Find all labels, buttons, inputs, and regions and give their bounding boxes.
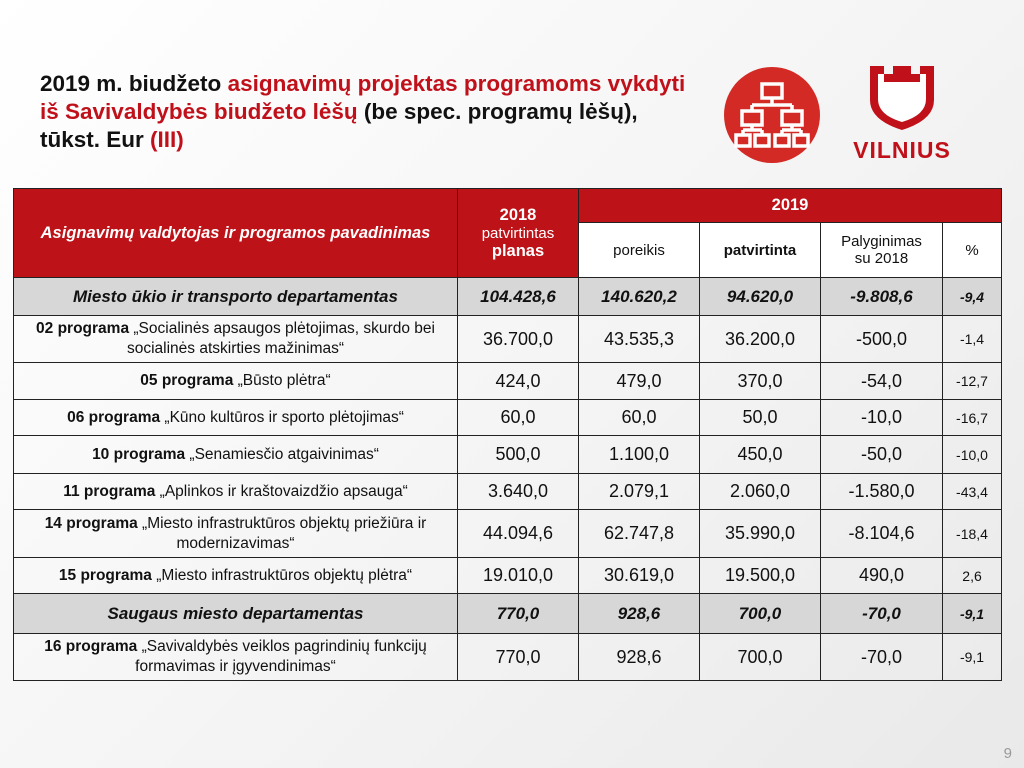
cell-need: 479,0 bbox=[579, 363, 700, 400]
row-name: 15 programa „Miesto infrastruktūros objektų plėtra“ bbox=[14, 558, 458, 594]
cell-approved: 19.500,0 bbox=[700, 558, 821, 594]
cell-approved: 700,0 bbox=[700, 594, 821, 634]
cell-2018: 60,0 bbox=[458, 400, 579, 436]
cell-2018: 3.640,0 bbox=[458, 474, 579, 510]
row-name: 14 programa „Miesto infrastruktūros objektų priežiūra ir modernizavimas“ bbox=[14, 510, 458, 558]
cell-need: 43.535,3 bbox=[579, 316, 700, 363]
cell-pct: -9,4 bbox=[943, 278, 1002, 316]
cell-2018: 19.010,0 bbox=[458, 558, 579, 594]
cell-approved: 50,0 bbox=[700, 400, 821, 436]
cell-2018: 36.700,0 bbox=[458, 316, 579, 363]
cell-diff: -70,0 bbox=[821, 634, 943, 681]
cell-pct: -43,4 bbox=[943, 474, 1002, 510]
title-part-3: (be spec. programų lėšų), tūkst. Eur bbox=[40, 99, 638, 152]
header-compare-line2: su 2018 bbox=[854, 250, 909, 267]
header-compare-line1: Palyginimas bbox=[841, 233, 922, 250]
cell-need: 30.619,0 bbox=[579, 558, 700, 594]
cell-approved: 370,0 bbox=[700, 363, 821, 400]
vilnius-wordmark: VILNIUS bbox=[853, 137, 951, 163]
row-name: 16 programa „Savivaldybės veiklos pagrindinių funkcijų formavimas ir įgyvendinimas“ bbox=[14, 634, 458, 681]
cell-need: 1.100,0 bbox=[579, 436, 700, 474]
cell-approved: 450,0 bbox=[700, 436, 821, 474]
cell-2018: 770,0 bbox=[458, 634, 579, 681]
cell-approved: 35.990,0 bbox=[700, 510, 821, 558]
cell-need: 60,0 bbox=[579, 400, 700, 436]
cell-need: 62.747,8 bbox=[579, 510, 700, 558]
cell-pct: -1,4 bbox=[943, 316, 1002, 363]
cell-diff: -10,0 bbox=[821, 400, 943, 436]
table-row bbox=[14, 594, 1002, 634]
cell-diff: -8.104,6 bbox=[821, 510, 943, 558]
row-name: Miesto ūkio ir transporto departamentas bbox=[14, 278, 458, 316]
header-2018 bbox=[458, 189, 579, 278]
cell-pct: -10,0 bbox=[943, 436, 1002, 474]
table-row bbox=[14, 510, 1002, 558]
table-row bbox=[14, 316, 1002, 363]
cell-diff: -70,0 bbox=[821, 594, 943, 634]
cell-pct: 2,6 bbox=[943, 558, 1002, 594]
castle-tower-icon bbox=[866, 64, 938, 132]
cell-approved: 36.200,0 bbox=[700, 316, 821, 363]
header-name: Asignavimų valdytojas ir programos pavadinimas bbox=[14, 189, 458, 278]
row-name: Saugaus miesto departamentas bbox=[14, 594, 458, 634]
header-percent: % bbox=[943, 223, 1002, 278]
cell-2018: 44.094,6 bbox=[458, 510, 579, 558]
title-part-1: 2019 m. biudžeto bbox=[40, 71, 228, 96]
header-2019: 2019 bbox=[579, 189, 1002, 223]
cell-approved: 700,0 bbox=[700, 634, 821, 681]
row-name: 05 programa „Būsto plėtra“ bbox=[14, 363, 458, 400]
header-need: poreikis bbox=[579, 223, 700, 278]
table-row bbox=[14, 558, 1002, 594]
cell-diff: -1.580,0 bbox=[821, 474, 943, 510]
cell-pct: -9,1 bbox=[943, 594, 1002, 634]
header-2018-sub2: planas bbox=[491, 241, 545, 260]
cell-diff: -54,0 bbox=[821, 363, 943, 400]
page-number: 9 bbox=[1003, 745, 1012, 762]
cell-pct: -12,7 bbox=[943, 363, 1002, 400]
table-row bbox=[14, 278, 1002, 316]
table-row bbox=[14, 474, 1002, 510]
header-approved: patvirtinta bbox=[700, 223, 821, 278]
vilnius-logo bbox=[846, 64, 958, 168]
header-2018-sub1: patvirtintas bbox=[481, 224, 555, 242]
cell-diff: -500,0 bbox=[821, 316, 943, 363]
cell-pct: -18,4 bbox=[943, 510, 1002, 558]
budget-table bbox=[13, 188, 1002, 681]
title-part-4: (III) bbox=[150, 127, 184, 152]
cell-diff: 490,0 bbox=[821, 558, 943, 594]
cell-approved: 2.060,0 bbox=[700, 474, 821, 510]
slide-title bbox=[40, 70, 700, 154]
row-name: 02 programa „Socialinės apsaugos plėtojimas, skurdo bei socialinės atskirties mažinimas“ bbox=[14, 316, 458, 363]
cell-2018: 424,0 bbox=[458, 363, 579, 400]
cell-need: 140.620,2 bbox=[579, 278, 700, 316]
table-row bbox=[14, 363, 1002, 400]
cell-need: 928,6 bbox=[579, 634, 700, 681]
cell-2018: 104.428,6 bbox=[458, 278, 579, 316]
org-chart-icon bbox=[724, 67, 820, 163]
cell-need: 928,6 bbox=[579, 594, 700, 634]
table-row bbox=[14, 634, 1002, 681]
org-chart-logo bbox=[724, 67, 820, 163]
row-name: 11 programa „Aplinkos ir kraštovaizdžio apsauga“ bbox=[14, 474, 458, 510]
cell-need: 2.079,1 bbox=[579, 474, 700, 510]
table-row bbox=[14, 436, 1002, 474]
cell-pct: -16,7 bbox=[943, 400, 1002, 436]
header-compare bbox=[821, 223, 943, 278]
cell-2018: 500,0 bbox=[458, 436, 579, 474]
header-2018-year: 2018 bbox=[499, 205, 537, 224]
title-part-2: asignavimų projektas programoms vykdyti iš Savivaldybės biudžeto lėšų bbox=[40, 71, 686, 124]
cell-pct: -9,1 bbox=[943, 634, 1002, 681]
cell-2018: 770,0 bbox=[458, 594, 579, 634]
cell-diff: -50,0 bbox=[821, 436, 943, 474]
cell-diff: -9.808,6 bbox=[821, 278, 943, 316]
row-name: 06 programa „Kūno kultūros ir sporto plėtojimas“ bbox=[14, 400, 458, 436]
table-row bbox=[14, 400, 1002, 436]
cell-approved: 94.620,0 bbox=[700, 278, 821, 316]
row-name: 10 programa „Senamiesčio atgaivinimas“ bbox=[14, 436, 458, 474]
